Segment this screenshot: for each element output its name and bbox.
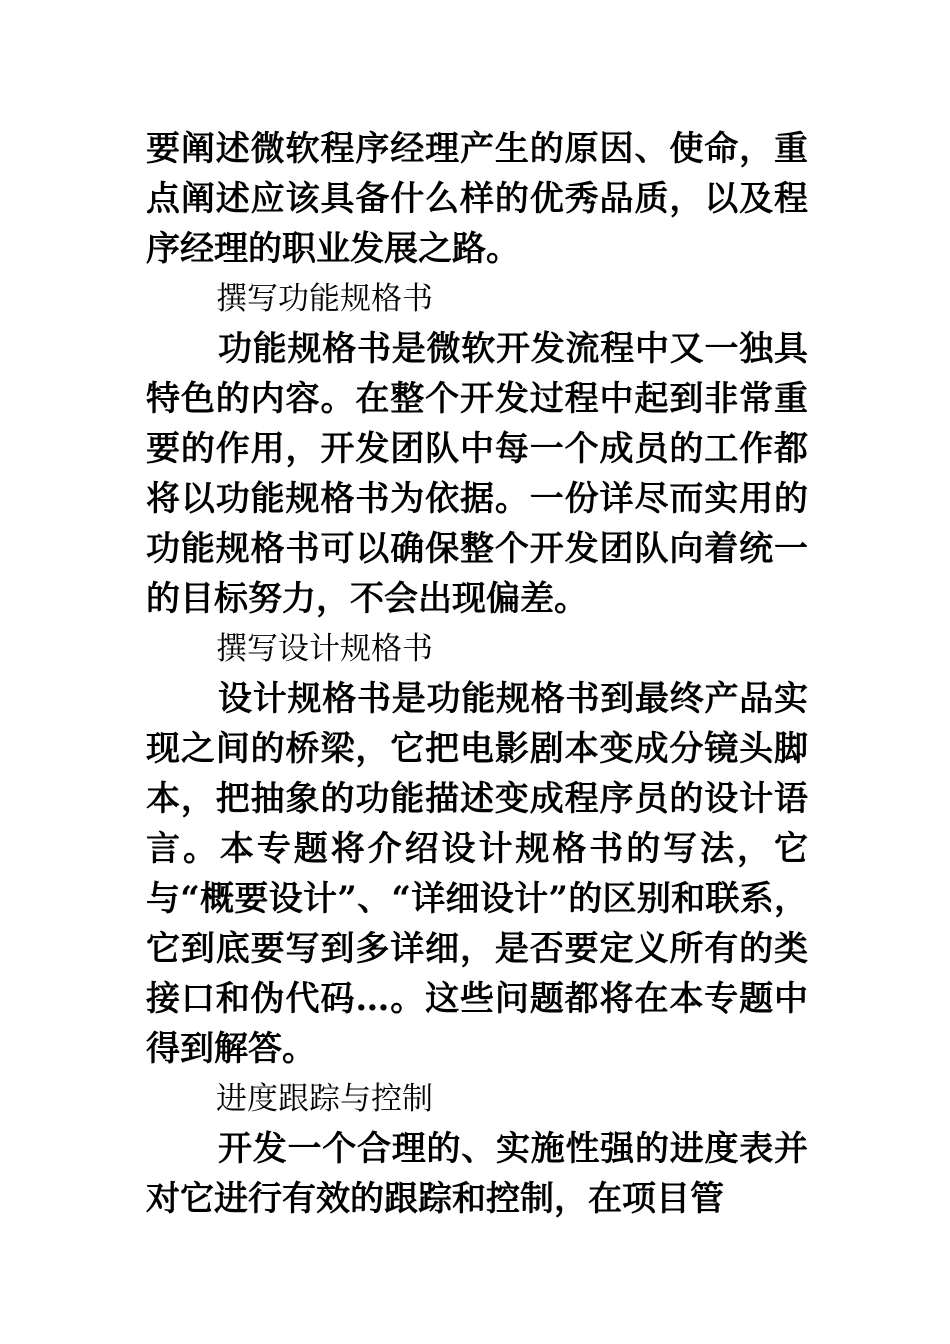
- paragraph-intro-continuation: 要阐述微软程序经理产生的原因、使命，重点阐述应该具备什么样的优秀品质，以及程序经理的职业发展之路。: [146, 129, 808, 269]
- section-heading-design-spec: 撰写设计规格书: [216, 631, 433, 667]
- paragraph-design-spec: 设计规格书是功能规格书到最终产品实现之间的桥梁，它把电影剧本变成分镜头脚本，把抽象的功能描述变成程序员的设计语言。本专题将介绍设计规格书的写法，它与“概要设计”、“详细设计”的区别和联系，它到底要写到多详细，是否要定义所有的类接口和伪代码…。这些问题都将在本专题中得到解答。: [146, 679, 808, 1069]
- section-heading-functional-spec: 撰写功能规格书: [216, 281, 433, 317]
- document-body: [146, 124, 808, 1224]
- paragraph-functional-spec: 功能规格书是微软开发流程中又一独具特色的内容。在整个开发过程中起到非常重要的作用，开发团队中每一个成员的工作都将以功能规格书为依据。一份详尽而实用的功能规格书可以确保整个开发团队向着统一的目标努力，不会出现偏差。: [146, 329, 808, 619]
- paragraph-schedule-tracking: 开发一个合理的、实施性强的进度表并对它进行有效的跟踪和控制，在项目管: [146, 1129, 808, 1219]
- section-heading-schedule-tracking: 进度跟踪与控制: [216, 1081, 433, 1117]
